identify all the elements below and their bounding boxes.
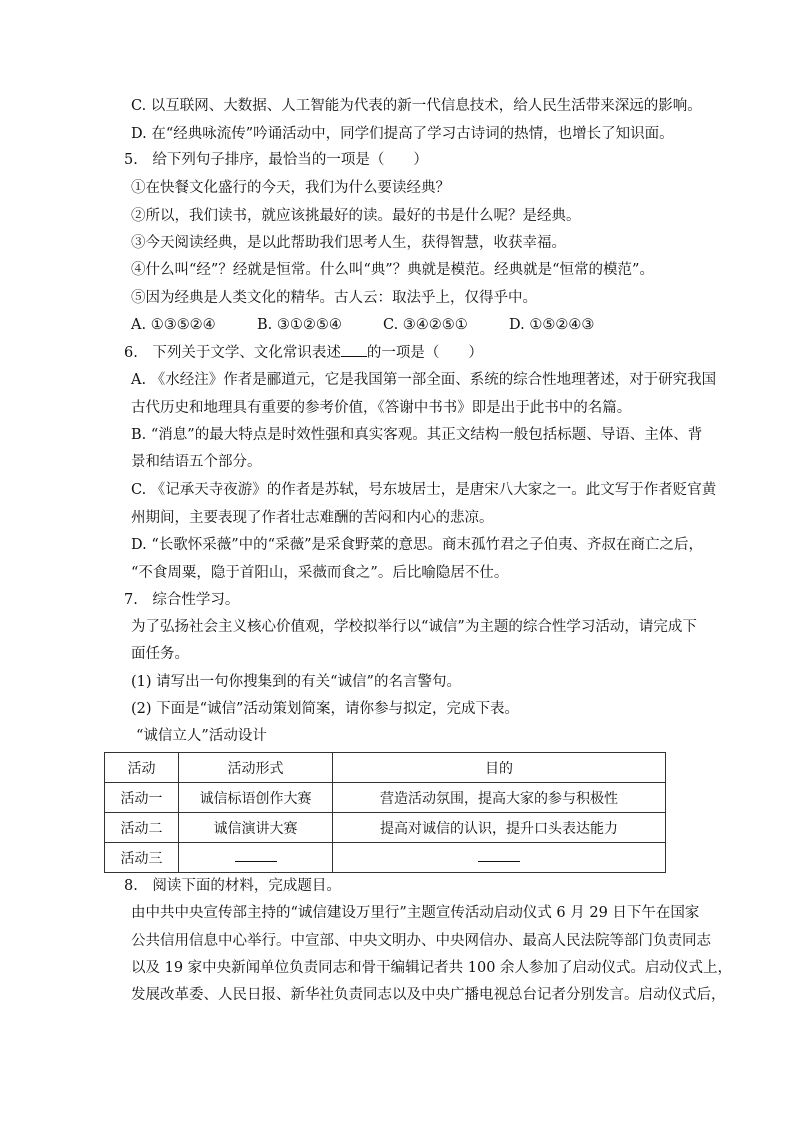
- table-cell: 诚信标语创作大赛: [179, 783, 333, 813]
- q5-sentence-3: ③今天阅读经典，是以此帮助我们思考人生，获得智慧，收获幸福。: [131, 235, 566, 251]
- material-line-1: 由中共中央宣传部主持的“诚信建设万里行”主题宣传活动启动仪式 6 月 29 日下午在国家: [131, 905, 700, 921]
- table-header-cell: 目的: [333, 753, 666, 783]
- question-8: 8. 阅读下面的材料，完成题目。: [124, 878, 341, 894]
- table-header-cell: 活动形式: [179, 753, 333, 783]
- table-cell: 提高对诚信的认识，提升口头表达能力: [333, 813, 666, 843]
- q7-task-2: (2) 下面是“诚信”活动策划简案，请你参与拟定，完成下表。: [131, 701, 519, 717]
- table-row: [105, 843, 666, 873]
- table-cell: 活动二: [105, 813, 179, 843]
- activity-design-table: [104, 752, 666, 873]
- q6-option-a-line2: 古代历史和地理具有重要的参考价值，《答谢中书书》即是出于此书中的名篇。: [131, 400, 632, 416]
- table-header-cell: 活动: [105, 753, 179, 783]
- table-row: [105, 783, 666, 813]
- q6-option-c-line1: C. 《记承天寺夜游》的作者是苏轼，号东坡居士，是唐宋八大家之一。此文写于作者贬官黄: [131, 482, 717, 498]
- q6-option-b-line2: 景和结语五个部分。: [131, 454, 262, 470]
- q7-prompt-line2: 面任务。: [131, 646, 189, 662]
- q6-stem-end: 的一项是（ ）: [366, 345, 483, 361]
- q5-options: [131, 315, 594, 335]
- material-line-4: 发展改革委、人民日报、新华社负责同志以及中央广播电视总台记者分别发言。启动仪式后，: [131, 987, 726, 1003]
- material-line-2: 公共信用信息中心举行。中宣部、中央文明办、中央网信办、最高人民法院等部门负责同志: [131, 933, 711, 949]
- q6-option-b-line1: B. “消息”的最大特点是时效性强和真实客观。其正文结构一般包括标题、导语、主体、背: [131, 427, 703, 443]
- q4-option-c: C. 以互联网、大数据、人工智能为代表的新一代信息技术，给人民生活带来深远的影响。: [131, 98, 702, 114]
- q7-prompt-line1: 为了弘扬社会主义核心价值观，学校拟举行以“诚信”为主题的综合性学习活动，请完成下: [131, 619, 697, 635]
- q6-option-c-line2: 州期间，主要表现了作者壮志难酬的苦闷和内心的悲凉。: [131, 510, 494, 526]
- table-cell: 营造活动氛围，提高大家的参与积极性: [333, 783, 666, 813]
- table-row: [105, 813, 666, 843]
- table-caption: “诚信立人”活动设计: [136, 728, 267, 744]
- q6-option-a-line1: A. 《水经注》作者是郦道元，它是我国第一部全面、系统的综合性地理著述，对于研究我国: [131, 372, 717, 388]
- q5-option-d[interactable]: D. ①⑤②④③: [509, 317, 595, 333]
- table-cell: 诚信演讲大赛: [179, 813, 333, 843]
- answer-blank-purpose[interactable]: [333, 843, 666, 873]
- fill-in-line: [235, 849, 277, 862]
- q5-sentence-5: ⑤因为经典是人类文化的精华。古人云：取法乎上，仅得乎中。: [131, 290, 537, 306]
- q5-option-b[interactable]: B. ③①②⑤④: [257, 317, 342, 333]
- q5-sentence-1: ①在快餐文化盛行的今天，我们为什么要读经典？: [131, 180, 450, 196]
- table-cell: 活动一: [105, 783, 179, 813]
- q5-sentence-4: ④什么叫“经”？经就是恒常。什么叫“典”？典就是模范。经典就是“恒常的模范”。: [131, 262, 654, 278]
- question-6: [124, 342, 483, 363]
- fill-in-line: [478, 849, 520, 862]
- q6-stem-start: 6. 下列关于文学、文化常识表述: [124, 345, 341, 361]
- q6-underline-blank: [341, 342, 367, 357]
- q6-option-d-line2: “不食周粟，隐于首阳山，采薇而食之”。后比喻隐居不仕。: [131, 565, 509, 581]
- answer-blank-form[interactable]: [179, 843, 333, 873]
- table-header-row: [105, 753, 666, 783]
- material-line-3: 以及 19 家中央新闻单位负责同志和骨干编辑记者共 100 余人参加了启动仪式。启动仪式上，: [131, 960, 733, 976]
- q7-task-1: (1) 请写出一句你搜集到的有关“诚信”的名言警句。: [131, 674, 461, 690]
- q5-option-a[interactable]: A. ①③⑤②④: [131, 317, 216, 333]
- q4-option-d: D. 在“经典咏流传”吟诵活动中，同学们提高了学习古诗词的热情，也增长了知识面。: [131, 126, 674, 142]
- q6-option-d-line1: D. “长歌怀采薇”中的“采薇”是采食野菜的意思。商末孤竹君之子伯夷、齐叔在商亡之后，: [131, 537, 703, 553]
- question-7: 7. 综合性学习。: [124, 592, 240, 608]
- q5-sentence-2: ②所以，我们读书，就应该挑最好的读。最好的书是什么呢？是经典。: [131, 208, 581, 224]
- question-5: 5. 给下列句子排序，最恰当的一项是（ ）: [124, 152, 428, 168]
- q5-option-c[interactable]: C. ③④②⑤①: [383, 317, 468, 333]
- table-cell: 活动三: [105, 843, 179, 873]
